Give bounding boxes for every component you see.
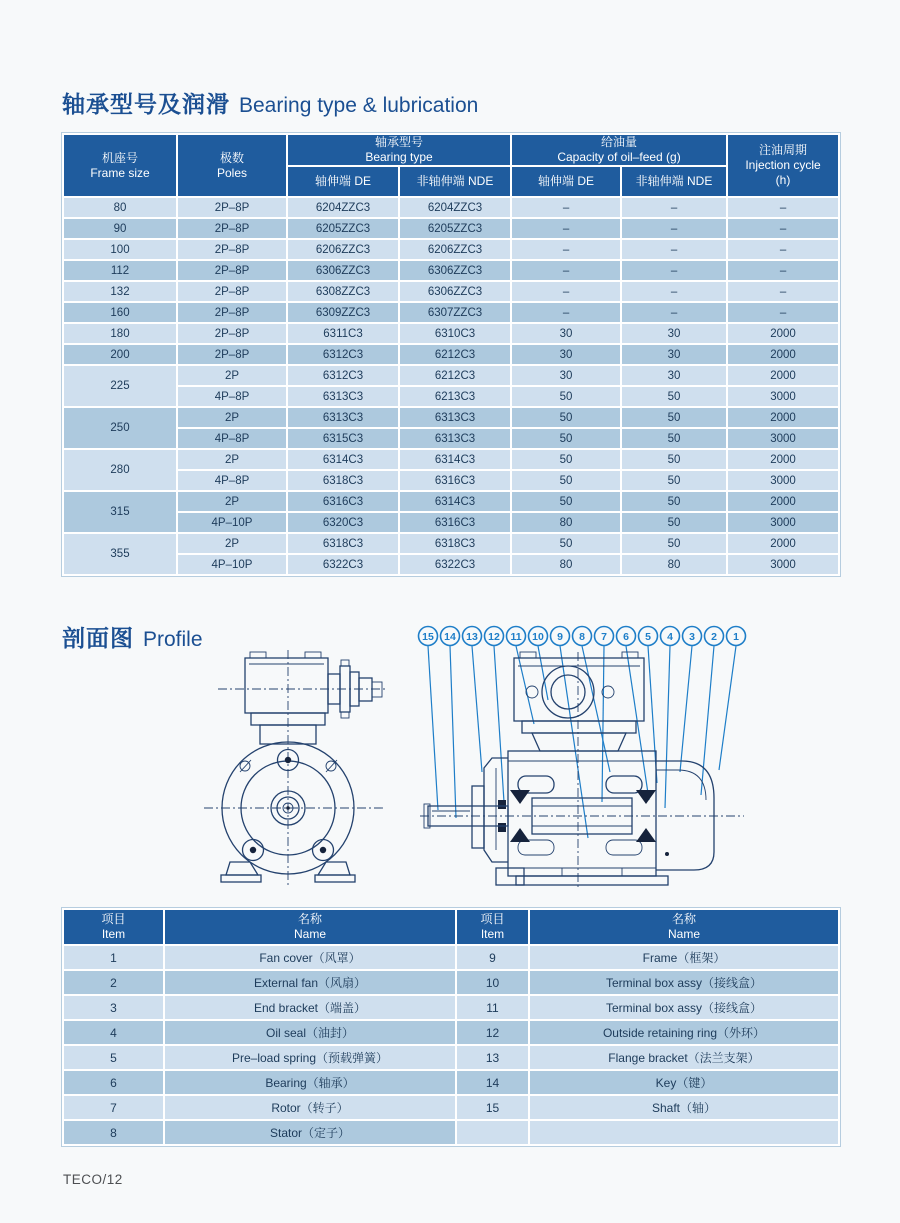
col-header-poles: 极数 Poles [177,134,287,197]
table-row: 5 Pre–load spring（预载弹簧） 13 Flange bracket（法兰支架） [63,1045,839,1070]
section-title-zh: 剖面图 [62,625,134,651]
callout-3 [683,627,702,646]
callout-11 [507,627,526,646]
svg-text:7: 7 [601,630,607,643]
callout-8 [573,627,592,646]
page-footer: TECO/12 [63,1172,123,1187]
svg-text:1: 1 [733,630,739,643]
motor-front-view-drawing [188,648,423,888]
table-row: 250 2P 6313C3 6313C3 50 50 2000 [63,407,839,428]
table-row: 4P–10P 6320C3 6316C3 80 50 3000 [63,512,839,533]
callout-6 [617,627,636,646]
svg-text:5: 5 [645,630,651,643]
parts-list-table [62,908,840,1146]
profile-section-title [62,620,203,653]
table-row: 4P–8P 6313C3 6213C3 50 50 3000 [63,386,839,407]
svg-text:4: 4 [667,630,673,643]
table-row: 280 2P 6314C3 6314C3 50 50 2000 [63,449,839,470]
callout-9 [551,627,570,646]
svg-text:10: 10 [532,630,544,643]
table-row: 4P–8P 6318C3 6316C3 50 50 3000 [63,470,839,491]
bearing-lubrication-table [62,133,840,576]
table-row: 90 2P–8P 6205ZZC3 6205ZZC3 – – – [63,218,839,239]
svg-text:15: 15 [422,630,434,643]
callout-5 [639,627,658,646]
svg-text:12: 12 [488,630,500,643]
table-row: 355 2P 6318C3 6318C3 50 50 2000 [63,533,839,554]
table-row: 1 Fan cover（风罩） 9 Frame（框架） [63,945,839,970]
subheader-bearing-nde: 非轴伸端 NDE [399,166,511,197]
callout-12 [485,627,504,646]
subheader-oil-de: 轴伸端 DE [511,166,621,197]
table-row: 4P–8P 6315C3 6313C3 50 50 3000 [63,428,839,449]
col-header-bearing-type: 轴承型号 Bearing type [287,134,511,166]
table-row: 112 2P–8P 6306ZZC3 6306ZZC3 – – – [63,260,839,281]
svg-text:2: 2 [711,630,717,643]
table-row: 8 Stator（定子） [63,1120,839,1145]
table-row: 3 End bracket（端盖） 11 Terminal box assy（接线盒） [63,995,839,1020]
col-header-frame-size: 机座号 Frame size [63,134,177,197]
col-header-item-right: 项目 Item [456,909,529,945]
callout-1 [727,627,746,646]
callout-13 [463,627,482,646]
svg-text:8: 8 [579,630,585,643]
table-row: 200 2P–8P 6312C3 6212C3 30 30 2000 [63,344,839,365]
col-header-oil-capacity: 给油量 Capacity of oil–feed (g) [511,134,727,166]
callout-leader-lines [428,646,736,838]
callout-2 [705,627,724,646]
subheader-oil-nde: 非轴伸端 NDE [621,166,727,197]
callout-4 [661,627,680,646]
callout-7 [595,627,614,646]
table-row: 160 2P–8P 6309ZZC3 6307ZZC3 – – – [63,302,839,323]
svg-text:3: 3 [689,630,695,643]
table-row: 4 Oil seal（油封） 12 Outside retaining ring（外环） [63,1020,839,1045]
svg-text:13: 13 [466,630,478,643]
table-row: 180 2P–8P 6311C3 6310C3 30 30 2000 [63,323,839,344]
section-title-en: Profile [143,628,203,651]
table-row: 132 2P–8P 6308ZZC3 6306ZZC3 – – – [63,281,839,302]
svg-text:9: 9 [557,630,563,643]
table-row: 80 2P–8P 6204ZZC3 6204ZZC3 – – – [63,197,839,218]
motor-cross-section-drawing [412,618,752,898]
table-row: 7 Rotor（转子） 15 Shaft（轴） [63,1095,839,1120]
col-header-name-right: 名称 Name [529,909,839,945]
col-header-injection-cycle: 注油周期 Injection cycle (h) [727,134,839,197]
bearing-section-title [62,86,478,119]
svg-text:6: 6 [623,630,629,643]
svg-text:11: 11 [510,630,522,643]
subheader-bearing-de: 轴伸端 DE [287,166,399,197]
table-row: 100 2P–8P 6206ZZC3 6206ZZC3 – – – [63,239,839,260]
table-row: 6 Bearing（轴承） 14 Key（键） [63,1070,839,1095]
callout-badges [419,627,746,646]
callout-14 [441,627,460,646]
table-row: 2 External fan（风扇） 10 Terminal box assy（接线盒） [63,970,839,995]
table-row: 225 2P 6312C3 6212C3 30 30 2000 [63,365,839,386]
table-row: 4P–10P 6322C3 6322C3 80 80 3000 [63,554,839,575]
callout-10 [529,627,548,646]
col-header-name-left: 名称 Name [164,909,456,945]
svg-text:14: 14 [444,630,456,643]
col-header-item-left: 项目 Item [63,909,164,945]
callout-15 [419,627,438,646]
section-title-en: Bearing type & lubrication [239,94,479,117]
table-row: 315 2P 6316C3 6314C3 50 50 2000 [63,491,839,512]
section-title-zh: 轴承型号及润滑 [62,91,230,117]
